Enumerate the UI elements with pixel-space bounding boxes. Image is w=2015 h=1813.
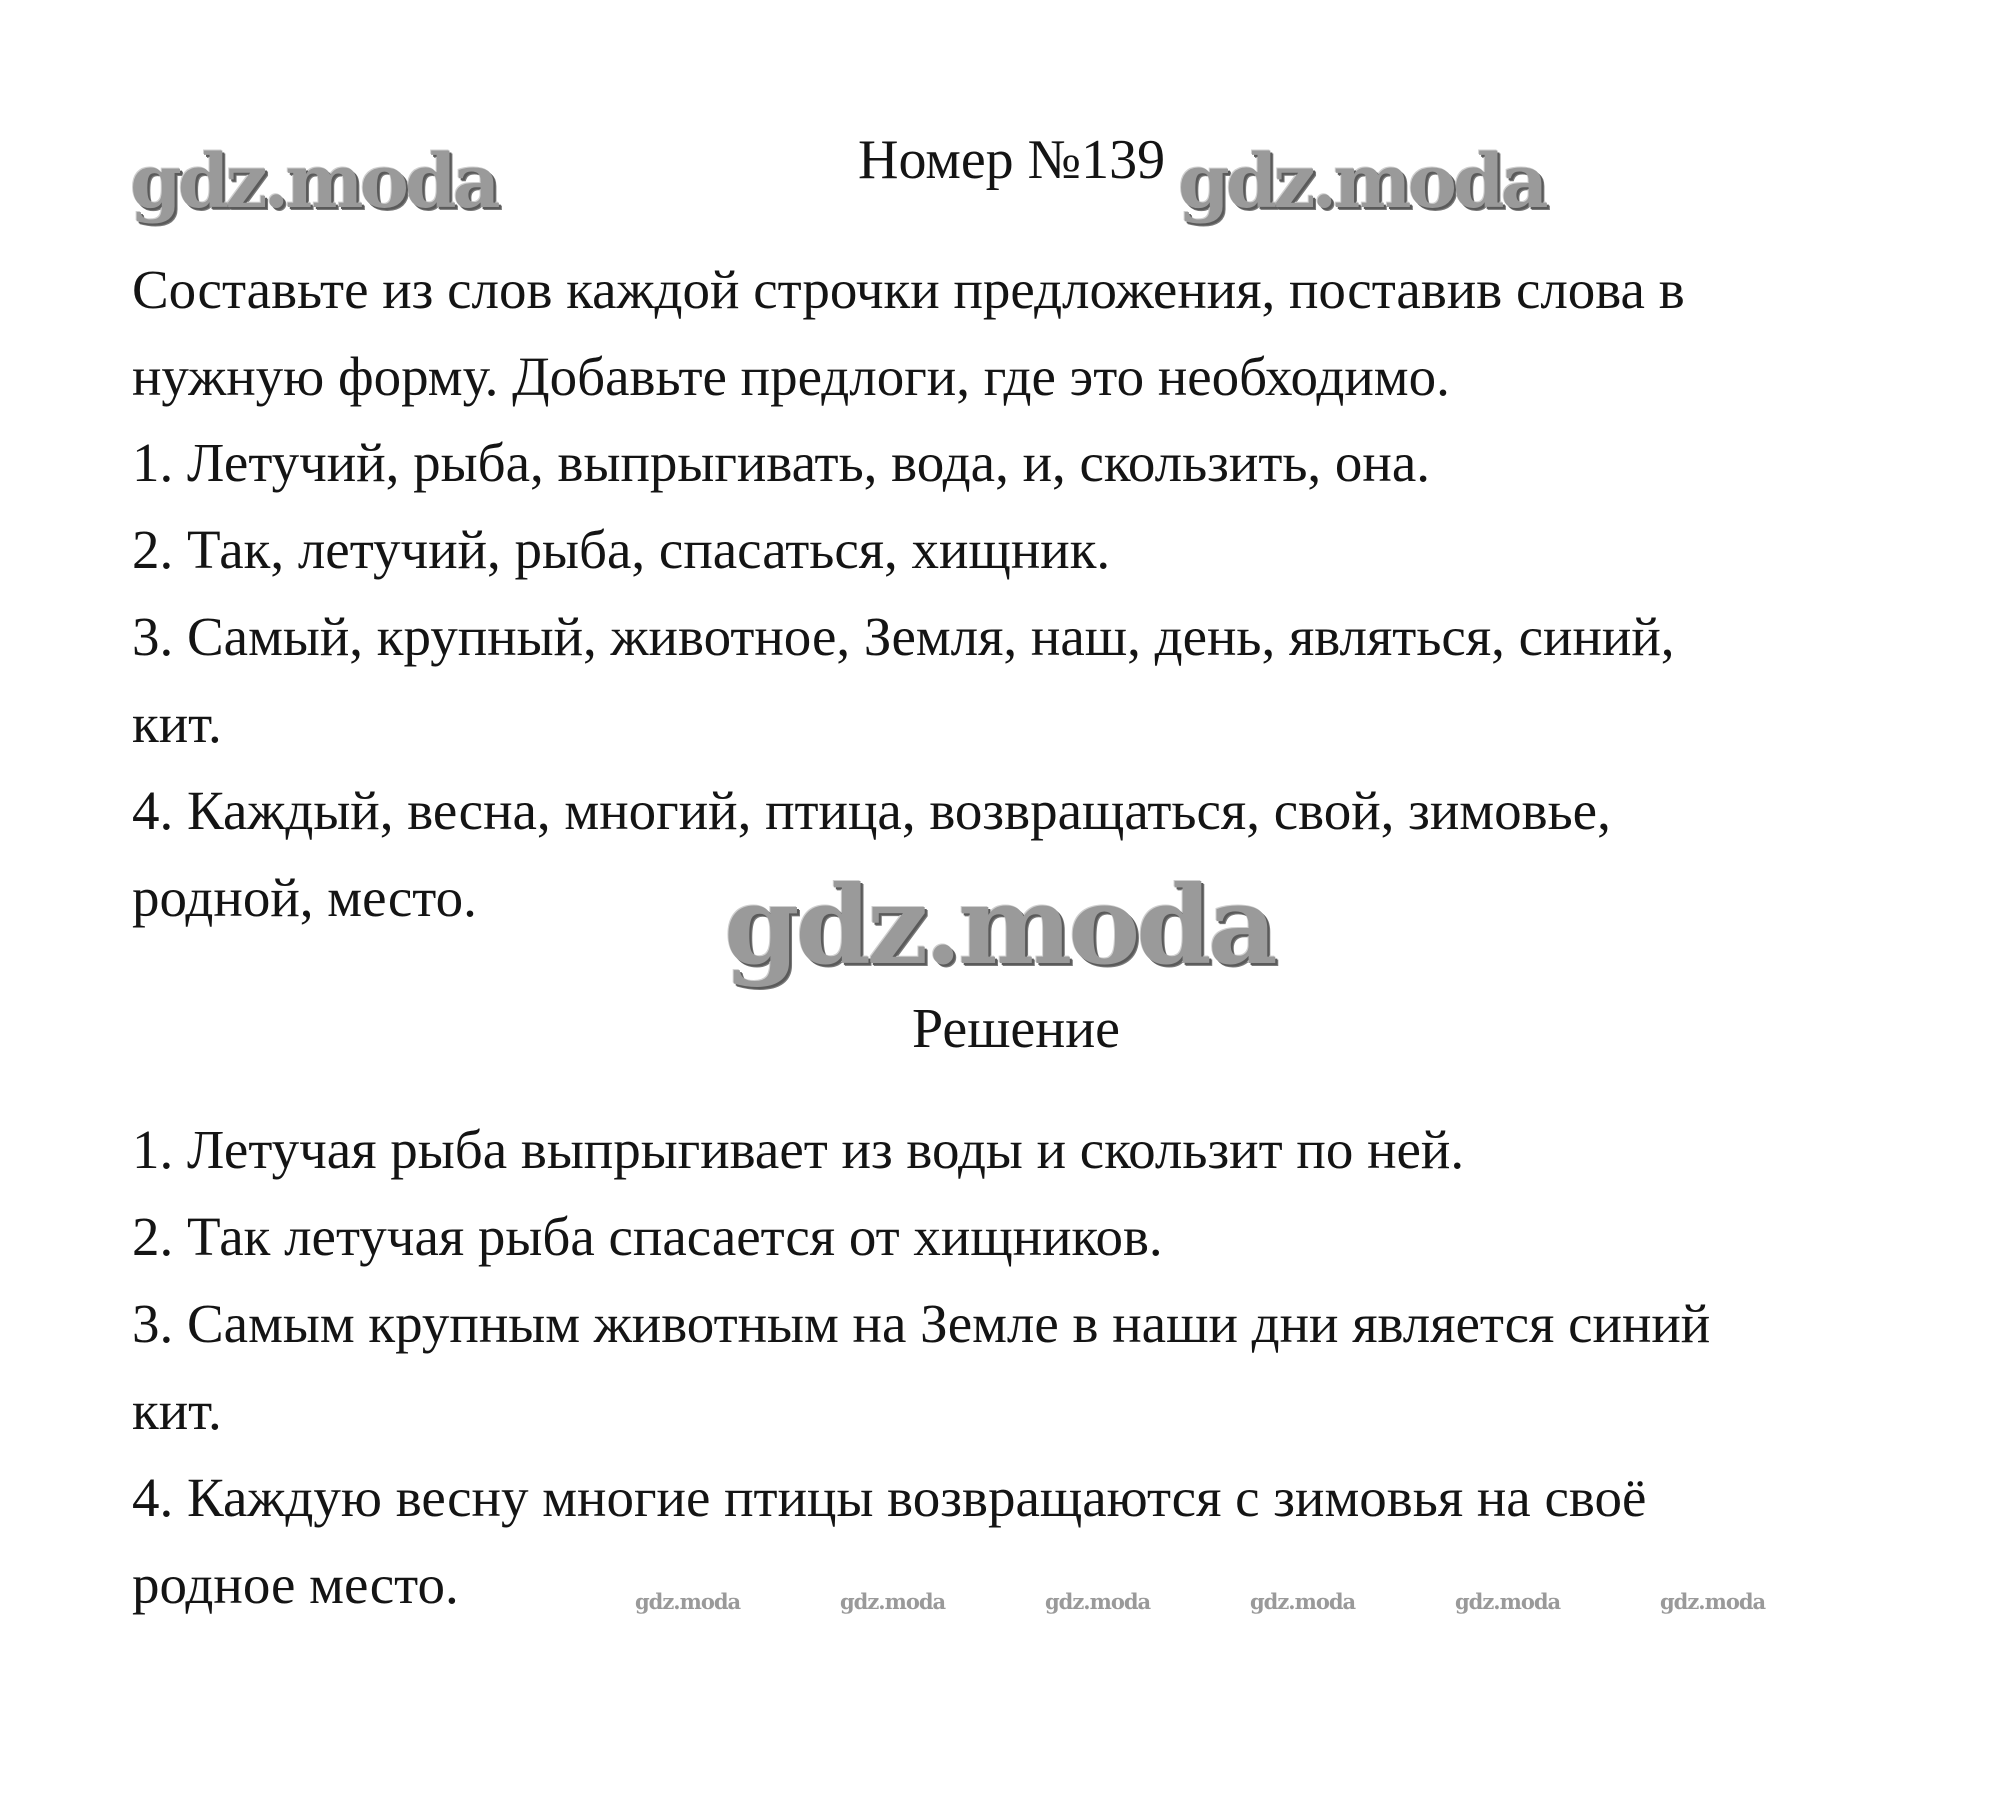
watermark-small-3: gdz.moda	[1045, 1589, 1151, 1614]
prompt-line: кит.	[132, 693, 222, 754]
prompt-line: 3. Самый, крупный, животное, Земля, наш, день, являться, синий,	[132, 606, 1675, 667]
prompt-line: 2. Так, летучий, рыба, спасаться, хищник.	[132, 519, 1111, 580]
solution-line: 1. Летучая рыба выпрыгивает из воды и скользит по ней.	[132, 1119, 1465, 1180]
watermark-top-left: gdz.moda	[130, 139, 497, 225]
watermark-center: gdz.moda	[724, 863, 1274, 989]
watermark-small-5: gdz.moda	[1455, 1589, 1561, 1614]
solution-line: 4. Каждую весну многие птицы возвращаются с зимовья на своё	[132, 1467, 1647, 1528]
watermark-small-6: gdz.moda	[1660, 1589, 1766, 1614]
solution-line: 3. Самым крупным животным на Земле в наши дни является синий	[132, 1293, 1711, 1354]
watermark-small-2: gdz.moda	[840, 1589, 946, 1614]
solution-line: 2. Так летучая рыба спасается от хищников.	[132, 1206, 1163, 1267]
prompt-line: 4. Каждый, весна, многий, птица, возвращаться, свой, зимовье,	[132, 780, 1611, 841]
watermark-small-1: gdz.moda	[635, 1589, 741, 1614]
prompt-line: 1. Летучий, рыба, выпрыгивать, вода, и, скользить, она.	[132, 432, 1431, 493]
watermark-top-right: gdz.moda	[1178, 139, 1545, 225]
watermark-small-4: gdz.moda	[1250, 1589, 1356, 1614]
solution-line: кит.	[132, 1380, 222, 1441]
solution-heading: Решение	[912, 998, 1121, 1060]
solution-line: родное место.	[132, 1554, 459, 1615]
prompt-line: родной, место.	[132, 867, 477, 928]
prompt-line: Составьте из слов каждой строчки предложения, поставив слова в	[132, 259, 1685, 320]
prompt-line: нужную форму. Добавьте предлоги, где это необходимо.	[132, 346, 1450, 407]
task-title: Номер №139	[858, 129, 1166, 191]
